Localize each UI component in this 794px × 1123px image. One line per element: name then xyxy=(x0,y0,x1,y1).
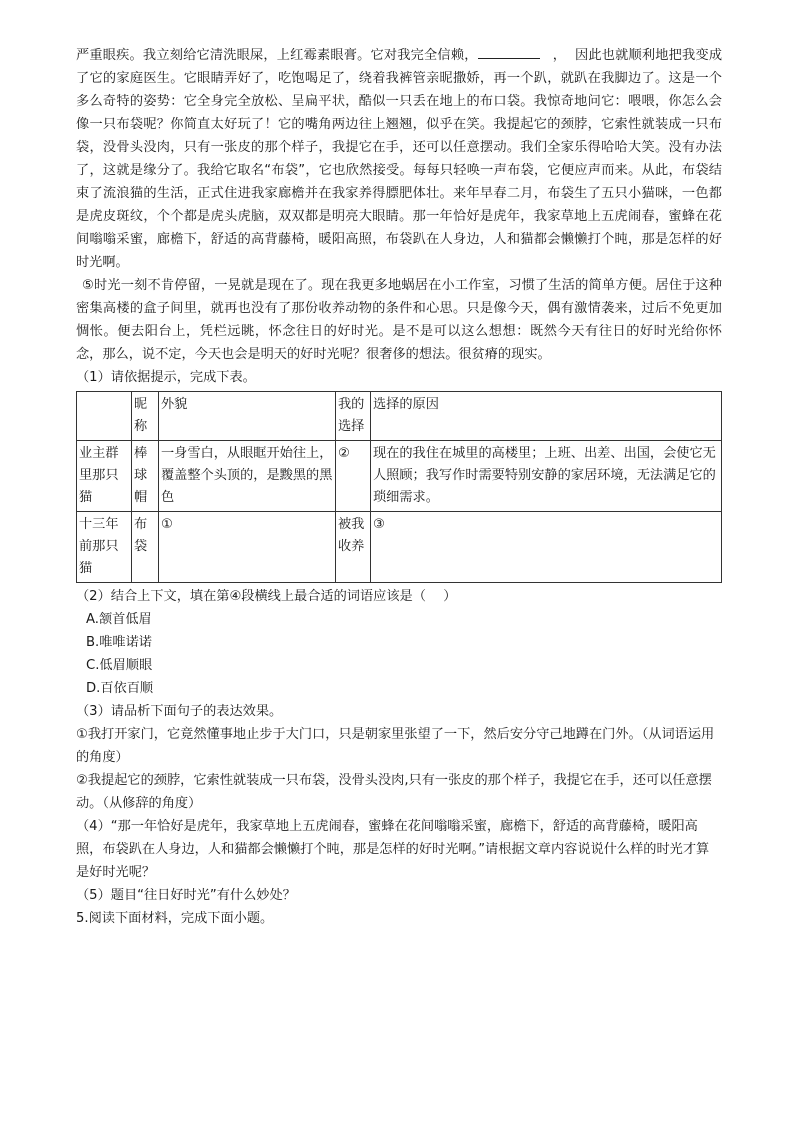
table-cell-answer[interactable]: ① xyxy=(159,512,336,583)
question-2-prompt: （2）结合上下文，填在第④段横线上最合适的词语应该是（ ） xyxy=(76,589,457,604)
table-cell-answer[interactable]: ③ xyxy=(371,512,722,583)
question-3-sentence-1: ①我打开家门，它竟然懂事地止步于大门口，只是朝家里张望了一下，然后安分守己地蹲在门外。（从词语运用的角度） xyxy=(76,727,715,765)
table-cell: 业主群里那只猫 xyxy=(77,441,132,512)
question-3-sentence-2: ②我提起它的颈脖，它索性就装成一只布袋，没骨头没肉,只有一张皮的那个样子，我提它在手，还可以任意摆动。（从修辞的角度） xyxy=(76,773,712,811)
table-cell: 布袋 xyxy=(132,512,159,583)
question-5-prompt: （5）题目“往日好时光”有什么妙处？ xyxy=(76,888,296,903)
question-2-option-c[interactable]: C.低眉顺眼 xyxy=(86,658,153,673)
table-row xyxy=(77,512,722,583)
question-1-prompt: （1）请依据提示，完成下表。 xyxy=(76,370,256,385)
table-header-cell: 外貌 xyxy=(159,392,336,441)
table-cell: 现在的我住在城里的高楼里；上班、出差、出国，会使它无人照顾；我写作时需要特别安静的家居环境，无法满足它的琐细需求。 xyxy=(371,441,722,512)
info-table xyxy=(76,391,722,583)
question-2-option-a[interactable]: A.颔首低眉 xyxy=(86,612,152,627)
table-header-cell: 昵称 xyxy=(132,392,159,441)
table-cell-answer[interactable]: ② xyxy=(336,441,371,512)
question-2-option-d[interactable]: D.百依百顺 xyxy=(86,681,154,696)
question-3-prompt: （3）请品析下面句子的表达效果。 xyxy=(76,704,283,719)
passage-text: 严重眼疾。我立刻给它清洗眼屎，上红霉素眼膏。它对我完全信赖， xyxy=(76,48,478,63)
passage-paragraph-4-continued xyxy=(76,44,722,274)
question-4-prompt: （4）“那一年恰好是虎年，我家草地上五虎闹春，蜜蜂在花间嗡嗡采蜜，廊檐下，舒适的高背藤椅，暖阳高照，布袋趴在人身边，人和猫都会懒懒打个盹，那是怎样的好时光啊。”请根据文章内容说说什么样的时光才算是好时光呢？ xyxy=(76,819,710,880)
comma: ， xyxy=(552,48,567,63)
next-section-heading: 5.阅读下面材料，完成下面小题。 xyxy=(76,911,274,926)
table-header-cell: 选择的原因 xyxy=(371,392,722,441)
table-cell: 棒球帽 xyxy=(132,441,159,512)
table-cell: 被我收养 xyxy=(336,512,371,583)
table-header-cell xyxy=(77,392,132,441)
question-2-option-b[interactable]: B.唯唯诺诺 xyxy=(86,635,152,650)
passage-text: 因此也就顺利地把我变成了它的家庭医生。它眼睛弄好了，吃饱喝足了，绕着我裤管亲昵撒娇，再一个趴，就趴在我脚边了。这是一个多么奇特的姿势：它全身完全放松、呈扁平状，酷似一只丢在地上的布口袋。我惊奇地问它：喂喂，你怎么会像一只布袋呢？你简直太好玩了！它的嘴角两边往上翘翘，似乎在笑。我提起它的颈脖，它索性就装成一只布袋，没骨头没肉，只有一张皮的那个样子，我提它在手，还可以任意摆动。我们全家乐得哈哈大笑。没有办法了，这就是缘分了。我给它取名“布袋”，它也欣然接受。每每只轻唤一声布袋，它便应声而来。从此，布袋结束了流浪猫的生活，正式住进我家廊檐并在我家养得膘肥体壮。来年早春二月，布袋生了五只小猫咪，一色都是虎皮斑纹，个个都是虎头虎脑，双双都是明亮大眼睛。那一年恰好是虎年，我家草地上五虎闹春，蜜蜂在花间嗡嗡采蜜，廊檐下，舒适的高背藤椅，暖阳高照，布袋趴在人身边，人和猫都会懒懒打个盹，那是怎样的好时光啊。 xyxy=(76,48,723,270)
document-page xyxy=(76,44,722,930)
table-row xyxy=(77,441,722,512)
table-header-row xyxy=(77,392,722,441)
answer-blank[interactable] xyxy=(478,44,540,59)
table-cell: 十三年前那只猫 xyxy=(77,512,132,583)
passage-paragraph-5: ⑤时光一刻不肯停留，一晃就是现在了。现在我更多地蜗居在小工作室，习惯了生活的简单方便。居住于这种密集高楼的盒子间里，就再也没有了那份收养动物的条件和心思。只是像今天，偶有激情袭来，过后不免更加惆怅。便去阳台上，凭栏远眺，怀念往日的好时光。是不是可以这么想想：既然今天有往日的好时光给你怀念，那么，说不定，今天也会是明天的好时光呢？很奢侈的想法。很贫瘠的现实。 xyxy=(76,278,722,362)
table-cell: 一身雪白，从眼眶开始往上，覆盖整个头顶的，是黢黑的黑色 xyxy=(159,441,336,512)
table-header-cell: 我的选择 xyxy=(336,392,371,441)
